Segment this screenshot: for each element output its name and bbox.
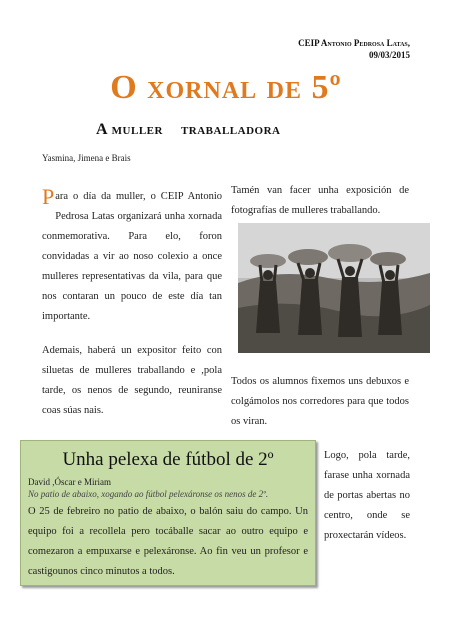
paragraph-exhibit: Ademais, haberá un expositor feito con siluetas de mulleres traballando e ,pola tarde, os nenos de segundo, reuniranse coas súas nais. <box>42 345 222 416</box>
header-meta <box>298 37 410 61</box>
sport-authors: David ,Óscar e Miriam <box>28 477 111 487</box>
issue-date: 09/03/2015 <box>368 50 410 60</box>
newspaper-title: O xornal de 5º <box>110 69 342 106</box>
sport-headline: Unha pelexa de fútbol de 2º <box>62 449 274 470</box>
right-column-top: Tamén van facer unha exposición de fotografías de mulleres traballando. <box>231 185 409 216</box>
sport-lead: No patio de abaixo, xogando ao fútbol pelexáronse os nenos de 2º. <box>28 489 269 499</box>
right-column-middle: Todos os alumnos fixemos uns debuxos e colgámolos nos corredores para que todos os viran. <box>231 376 409 427</box>
school-name: CEIP Antonio Pedrosa Latas, <box>298 38 410 48</box>
right-column-bottom: Logo, pola tarde, farase unha xornada de portas abertas no centro, onde se proxectarán vídeos. <box>324 450 410 541</box>
sport-news-box <box>20 440 316 586</box>
article-authors: Yasmina, Jimena e Brais <box>42 153 131 163</box>
article-photo <box>238 223 430 353</box>
sport-body: O 25 de febreiro no patio de abaixo, o balón saiu do campo. Un equipo foi a recollela pero tocáballe sacar ao outro equipo e comezaron a empuxarse e pelexáronse. Ao fin veu un profesor e castigounos cinco minutos a todos. <box>28 506 308 577</box>
paragraph-intro <box>42 184 222 327</box>
article-headline: A muller traballadora <box>96 121 281 138</box>
dropcap: P <box>42 184 55 209</box>
paragraph-intro-text: ara o día da muller, o CEIP Antonio Pedrosa Latas organizará unha xornada conmemorativa. Para elo, foron convidadas a vir ao noso colexio a once mulleres representativas da vila, para que nos contaran un pouco de este día tan importante. <box>42 191 222 322</box>
left-column <box>42 184 222 435</box>
vintage-photo-icon <box>238 223 430 353</box>
